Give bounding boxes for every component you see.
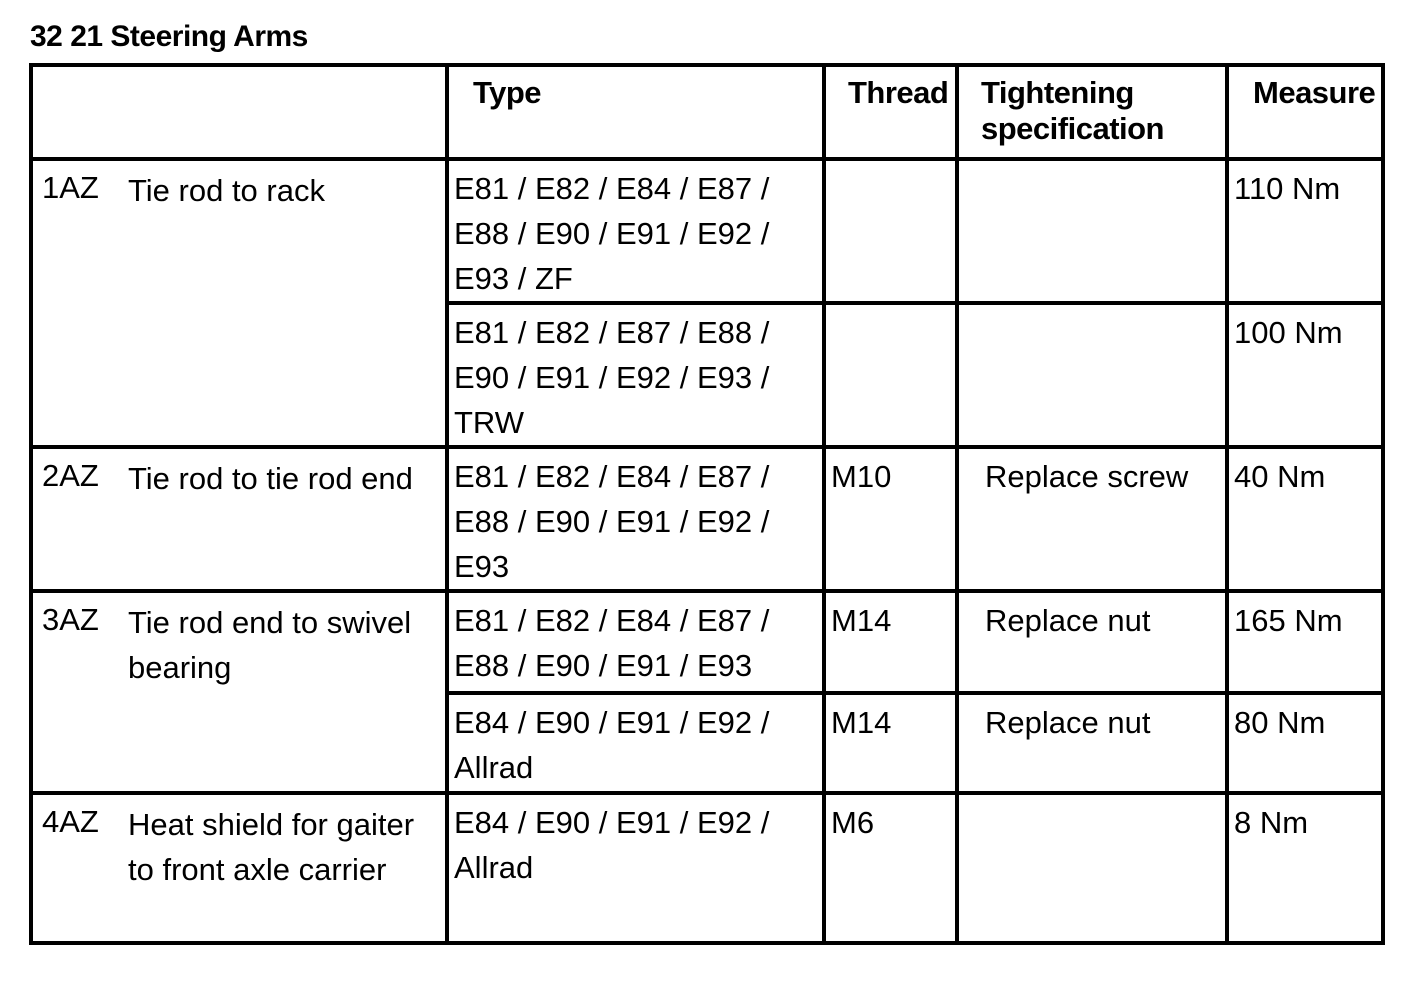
measure-cell: 40 Nm bbox=[1227, 447, 1383, 591]
header-measure: Measure bbox=[1227, 65, 1383, 159]
position-cell bbox=[31, 447, 447, 591]
type-cell: E84 / E90 / E91 / E92 / Allrad bbox=[447, 793, 824, 943]
position-description: Tie rod to tie rod end bbox=[128, 461, 413, 496]
table-row bbox=[31, 159, 1383, 303]
thread-cell: M14 bbox=[824, 591, 957, 693]
tightening-cell bbox=[957, 303, 1227, 447]
measure-cell: 110 Nm bbox=[1227, 159, 1383, 303]
position-code: 1AZ bbox=[42, 170, 99, 205]
thread-cell bbox=[824, 303, 957, 447]
thread-cell bbox=[824, 159, 957, 303]
header-type: Type bbox=[447, 65, 824, 159]
header-row bbox=[31, 65, 1383, 159]
header-position bbox=[31, 65, 447, 159]
tightening-cell: Replace nut bbox=[957, 693, 1227, 793]
position-code: 3AZ bbox=[42, 602, 99, 637]
thread-cell: M6 bbox=[824, 793, 957, 943]
measure-cell: 165 Nm bbox=[1227, 591, 1383, 693]
tightening-cell bbox=[957, 159, 1227, 303]
type-cell: E81 / E82 / E87 / E88 / E90 / E91 / E92 / E93 / TRW bbox=[447, 303, 824, 447]
table-row bbox=[31, 447, 1383, 591]
table-row bbox=[31, 591, 1383, 693]
measure-cell: 80 Nm bbox=[1227, 693, 1383, 793]
position-code: 2AZ bbox=[42, 458, 99, 493]
tightening-cell bbox=[957, 793, 1227, 943]
measure-cell: 8 Nm bbox=[1227, 793, 1383, 943]
tightening-cell: Replace screw bbox=[957, 447, 1227, 591]
thread-cell: M14 bbox=[824, 693, 957, 793]
position-description: Tie rod to rack bbox=[128, 173, 325, 208]
position-cell bbox=[31, 159, 447, 447]
header-thread: Thread bbox=[824, 65, 957, 159]
table-row bbox=[31, 793, 1383, 943]
type-cell: E81 / E82 / E84 / E87 / E88 / E90 / E91 / E92 / E93 / ZF bbox=[447, 159, 824, 303]
position-code: 4AZ bbox=[42, 804, 99, 839]
position-cell bbox=[31, 793, 447, 943]
header-tightening: Tightening specification bbox=[957, 65, 1227, 159]
tightening-cell: Replace nut bbox=[957, 591, 1227, 693]
type-cell: E81 / E82 / E84 / E87 / E88 / E90 / E91 / E92 / E93 bbox=[447, 447, 824, 591]
page-title: 32 21 Steering Arms bbox=[30, 20, 308, 53]
thread-cell: M10 bbox=[824, 447, 957, 591]
position-cell bbox=[31, 591, 447, 793]
torque-spec-table bbox=[29, 63, 1385, 945]
measure-cell: 100 Nm bbox=[1227, 303, 1383, 447]
position-description: Tie rod end to swivel bearing bbox=[128, 605, 412, 685]
type-cell: E84 / E90 / E91 / E92 / Allrad bbox=[447, 693, 824, 793]
type-cell: E81 / E82 / E84 / E87 / E88 / E90 / E91 / E93 bbox=[447, 591, 824, 693]
position-description: Heat shield for gaiter to front axle carrier bbox=[128, 807, 415, 887]
